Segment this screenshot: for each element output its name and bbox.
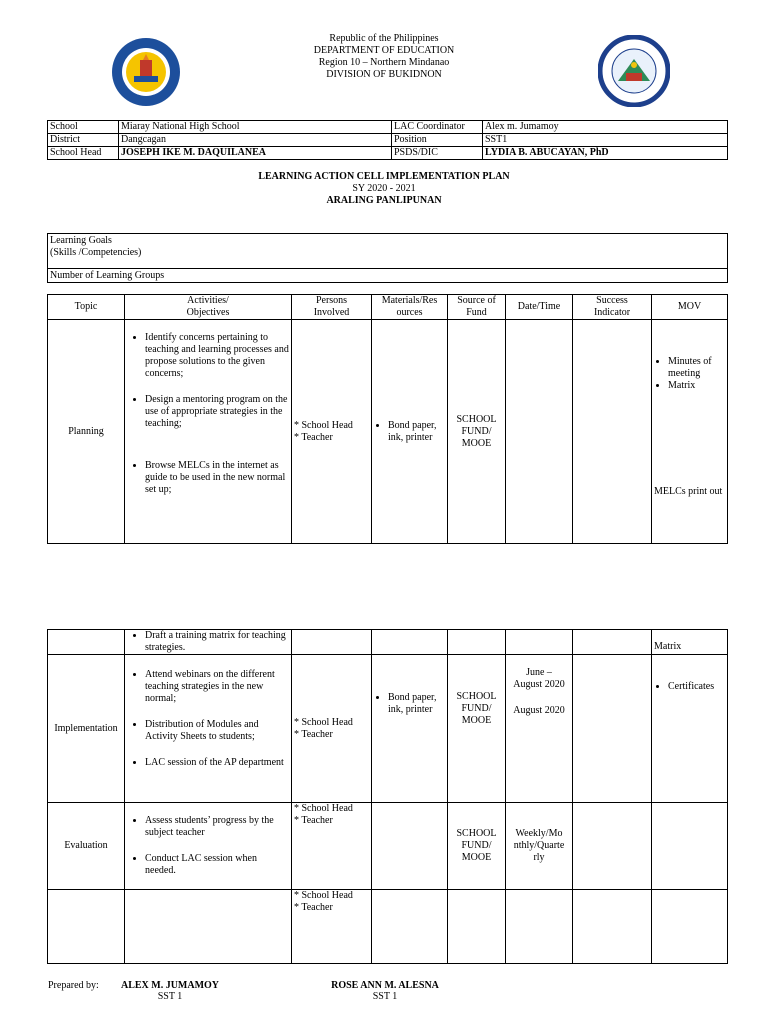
header-persons: Persons Involved (292, 295, 372, 320)
planning-persons: * School Head * Teacher (292, 320, 372, 544)
school-label: School (48, 121, 119, 134)
planning-cont-mov: Matrix (652, 630, 728, 655)
region-line: Region 10 – Northern Mindanao (318, 57, 450, 68)
implementation-topic: Implementation (48, 655, 125, 803)
evaluation-activities: • Assess students’ progress by the subject teacher • Conduct LAC session when needed. (125, 803, 292, 890)
evaluation-fund: SCHOOL FUND/ MOOE (448, 803, 506, 890)
header-topic: Topic (48, 295, 125, 320)
position-value: SST1 (483, 134, 728, 147)
planning-activity: • Design a mentoring program on the use of appropriate strategies in the teaching; (145, 394, 289, 430)
implementation-row (48, 655, 728, 803)
republic-line: Republic of the Philippines (329, 33, 439, 44)
plan-table-page1 (47, 294, 728, 544)
plan-header-row (48, 295, 728, 320)
school-value: Miaray National High School (119, 121, 392, 134)
competencies-label: (Skills /Competencies) (50, 247, 142, 258)
learning-goals-cell (48, 234, 728, 269)
planning-cont-activity: • Draft a training matrix for teaching strategies. (125, 630, 292, 655)
head-label: School Head (48, 147, 119, 160)
header-activities: Activities/ Objectives (125, 295, 292, 320)
evaluation-persons: * School Head * Teacher (292, 803, 372, 890)
district-value: Dangcagan (119, 134, 392, 147)
header-materials: Materials/Res ources (372, 295, 448, 320)
school-year: SY 2020 - 2021 (352, 183, 416, 194)
head-value: JOSEPH IKE M. DAQUILANEA (119, 147, 392, 160)
position-label: Position (392, 134, 483, 147)
preparer-1-position: SST 1 (157, 991, 183, 1002)
deped-line: DEPARTMENT OF EDUCATION (313, 45, 455, 56)
implementation-date: June – August 2020 August 2020 (506, 655, 573, 803)
psds-label: PSDS/DIC (392, 147, 483, 160)
implementation-persons: * School Head * Teacher (292, 655, 372, 803)
school-info-table (47, 120, 728, 160)
district-label: District (48, 134, 119, 147)
planning-topic: Planning (48, 320, 125, 544)
plan-title: LEARNING ACTION CELL IMPLEMENTATION PLAN (258, 171, 510, 182)
planning-row (48, 320, 728, 544)
header-mov: MOV (652, 295, 728, 320)
evaluation-row (48, 803, 728, 890)
preparer-2-name: ROSE ANN M. ALESNA (331, 980, 439, 991)
learning-goals-label: Learning Goals (50, 235, 112, 246)
goals-table (47, 233, 728, 283)
evaluation-topic: Evaluation (48, 803, 125, 890)
planning-materials: • Bond paper, ink, printer (372, 320, 448, 544)
planning-success (573, 320, 652, 544)
preparer-2-position: SST 1 (372, 991, 398, 1002)
plan-table-page2 (47, 629, 728, 964)
planning-activity: • Browse MELCs in the internet as guide to be used in the new normal set up; (145, 460, 289, 496)
planning-activity: • Identify concerns pertaining to teaching and learning processes and propose solutions to the given concerns; (145, 332, 289, 380)
last-row-persons: * School Head * Teacher (292, 890, 372, 964)
header-date: Date/Time (506, 295, 573, 320)
learning-groups-label: Number of Learning Groups (48, 269, 728, 283)
prepared-by-label: Prepared by: (48, 980, 99, 991)
planning-mov: • Minutes of meeting • Matrix MELCs print out (652, 320, 728, 544)
lac-value: Alex m. Jumamoy (483, 121, 728, 134)
implementation-mov: • Certificates (652, 655, 728, 803)
preparer-2 (318, 980, 452, 1002)
deped-seal (110, 36, 182, 108)
header-success: Success Indicator (573, 295, 652, 320)
subject-title: ARALING PANLIPUNAN (326, 195, 442, 206)
planning-date (506, 320, 573, 544)
header-source: Source of Fund (448, 295, 506, 320)
preparer-1-name: ALEX M. JUMAMOY (120, 980, 220, 991)
lac-label: LAC Coordinator (392, 121, 483, 134)
implementation-activities: • Attend webinars on the different teaching strategies in the new normal; • Distribution of Modules and Activity Sheets to students; • LAC session of the AP department (125, 655, 292, 803)
division-line: DIVISION OF BUKIDNON (326, 69, 442, 80)
planning-fund: SCHOOL FUND/ MOOE (448, 320, 506, 544)
planning-activities (125, 320, 292, 544)
implementation-fund: SCHOOL FUND/ MOOE (448, 655, 506, 803)
preparer-1 (108, 980, 232, 1002)
school-seal (598, 35, 670, 107)
psds-value: LYDIA B. ABUCAYAN, PhD (483, 147, 728, 160)
evaluation-date: Weekly/Mo nthly/Quarte rly (506, 803, 573, 890)
last-row (48, 890, 728, 964)
implementation-materials: • Bond paper, ink, printer (372, 655, 448, 803)
planning-cont-row (48, 630, 728, 655)
